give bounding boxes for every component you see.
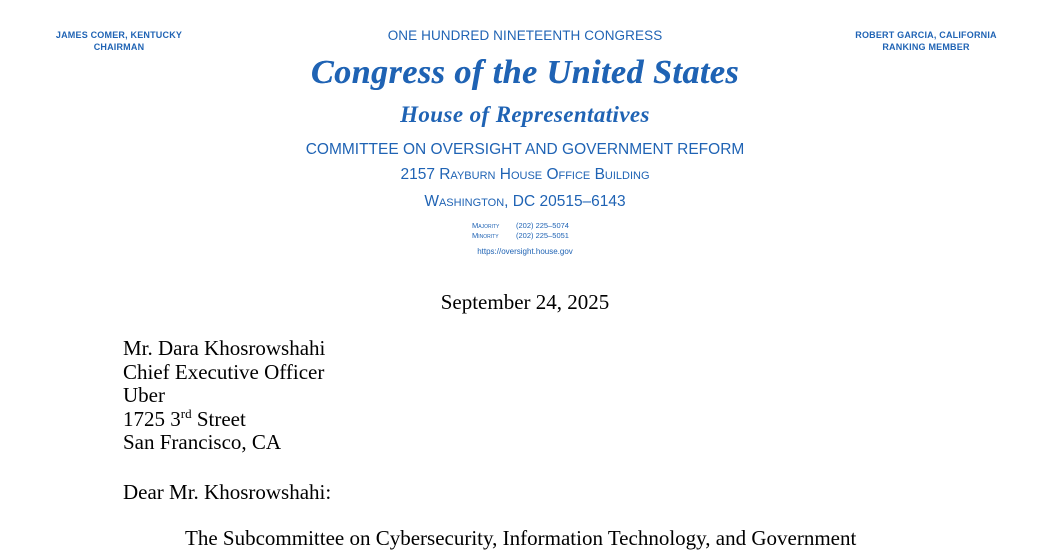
letter-date: September 24, 2025 <box>440 290 610 314</box>
recipient-company: Uber <box>123 383 165 407</box>
recipient-address <box>123 337 325 455</box>
salutation: Dear Mr. Khosrowshahi: <box>123 480 332 504</box>
letter-body-first-line: The Subcommittee on Cybersecurity, Information Technology, and Government <box>185 526 857 550</box>
committee-name: COMMITTEE ON OVERSIGHT AND GOVERNMENT REFORM <box>305 141 745 158</box>
recipient-city: San Francisco, CA <box>123 430 282 454</box>
office-city: Washington, DC 20515–6143 <box>424 193 626 210</box>
chairman-name: JAMES COMER, KENTUCKY <box>55 30 183 40</box>
minority-phone-row <box>472 231 569 241</box>
street-number: 1725 3 <box>123 406 181 431</box>
office-address: 2157 Rayburn House Office Building <box>400 166 650 183</box>
majority-phone-row <box>472 221 569 231</box>
recipient-name: Mr. Dara Khosrowshahi <box>123 336 326 360</box>
chairman-title: CHAIRMAN <box>93 42 145 52</box>
recipient-street <box>123 405 325 432</box>
letterhead-title: Congress of the United States <box>310 54 740 91</box>
website-link[interactable]: https://oversight.house.gov <box>477 247 573 256</box>
minority-phone: (202) 225–5051 <box>516 231 569 240</box>
recipient-title: Chief Executive Officer <box>123 359 325 384</box>
ranking-member-title: RANKING MEMBER <box>882 42 970 52</box>
majority-phone: (202) 225–5074 <box>516 221 569 230</box>
letterhead-subtitle: House of Representatives <box>400 102 650 127</box>
street-name: Street <box>191 406 246 431</box>
street-suffix: rd <box>180 405 192 421</box>
phone-numbers <box>472 221 569 241</box>
ranking-member-name: ROBERT GARCIA, CALIFORNIA <box>855 30 997 40</box>
minority-label: Minority <box>472 231 499 240</box>
majority-label: Majority <box>472 221 500 230</box>
congress-number: ONE HUNDRED NINETEENTH CONGRESS <box>387 28 663 43</box>
